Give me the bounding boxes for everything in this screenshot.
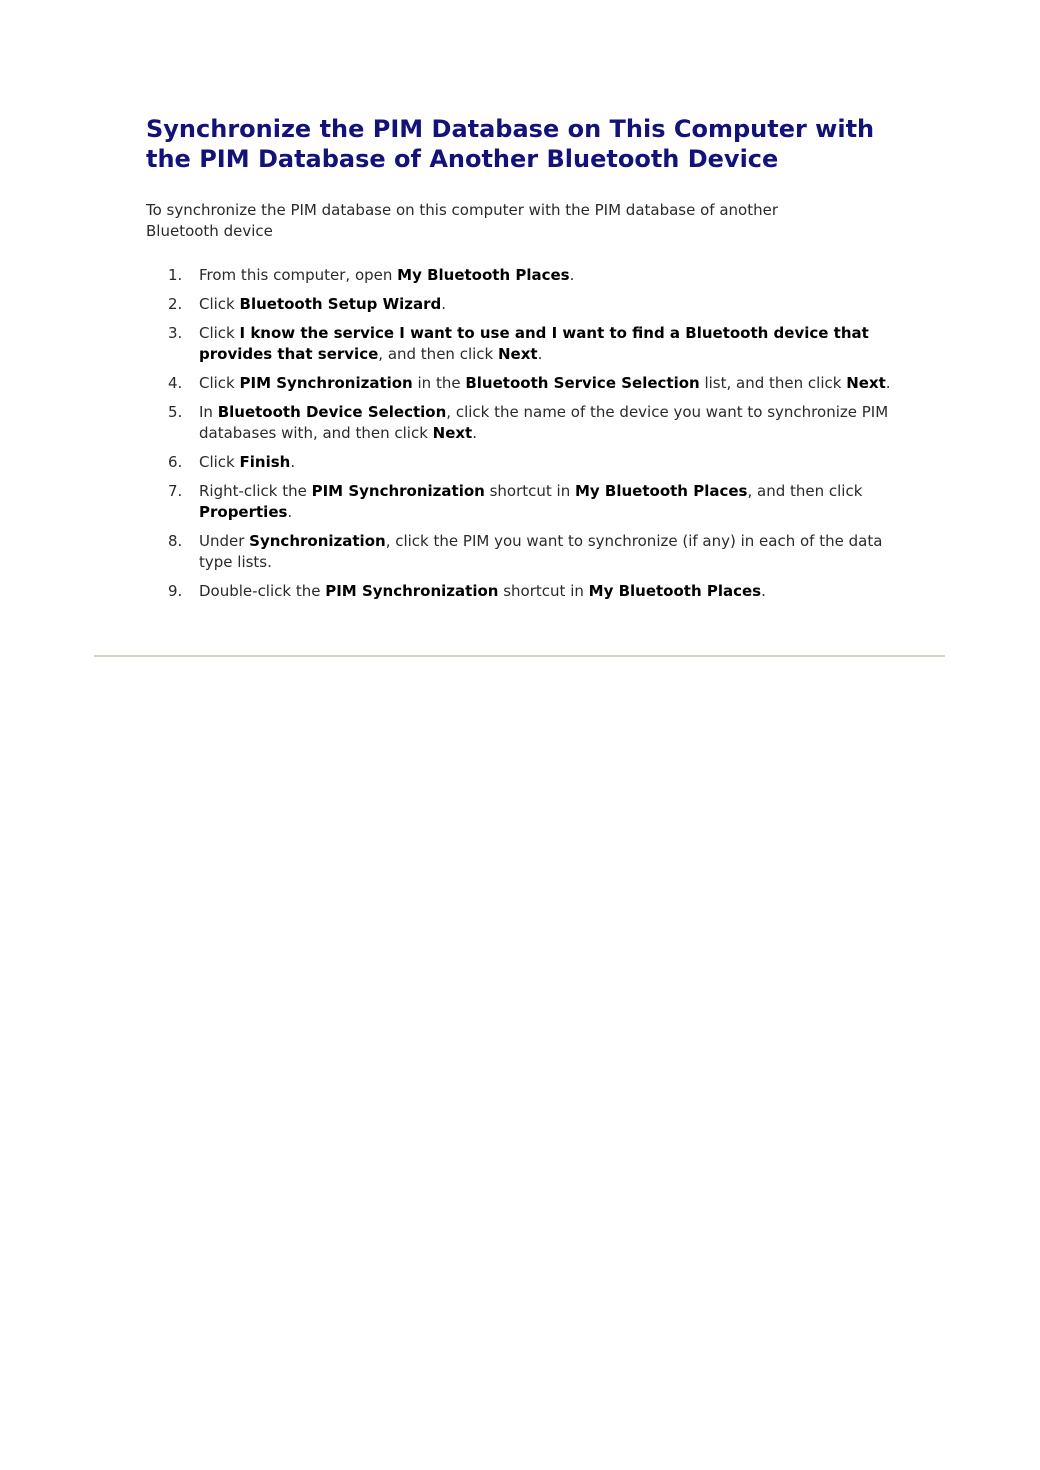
step-text-fragment: . xyxy=(885,374,891,392)
step-text xyxy=(199,403,888,442)
step-number: 2. xyxy=(168,295,183,313)
ui-term: Synchronization xyxy=(249,532,386,550)
step-text-fragment: Right-click the xyxy=(199,482,312,500)
step-text xyxy=(199,266,574,284)
step-number: 9. xyxy=(168,582,183,600)
step-text-fragment: Click xyxy=(199,295,240,313)
step-text-fragment: . xyxy=(287,503,293,521)
step-number: 8. xyxy=(168,532,183,550)
step-text-fragment: . xyxy=(472,424,478,442)
step-text-fragment: Click xyxy=(199,324,240,342)
step-text xyxy=(199,374,891,392)
ui-term: Bluetooth Device Selection xyxy=(217,403,447,421)
step-text xyxy=(199,453,295,471)
step-text-fragment: Double-click the xyxy=(199,582,326,600)
step-number: 3. xyxy=(168,324,183,342)
step-text-fragment: shortcut in xyxy=(498,582,589,600)
list-item xyxy=(160,481,900,523)
step-text-fragment: . xyxy=(290,453,296,471)
ui-term: Bluetooth Setup Wizard xyxy=(239,295,442,313)
ui-term: Bluetooth Service Selection xyxy=(465,374,700,392)
ui-term: My Bluetooth Places xyxy=(588,582,762,600)
list-item xyxy=(160,531,900,573)
list-item xyxy=(160,323,900,365)
step-text-fragment: . xyxy=(537,345,543,363)
list-item xyxy=(160,294,900,315)
step-text xyxy=(199,295,446,313)
step-text-fragment: list, and then click xyxy=(699,374,847,392)
step-number: 7. xyxy=(168,482,183,500)
ui-term: Properties xyxy=(199,503,288,521)
ui-term: PIM Synchronization xyxy=(311,482,485,500)
step-text-fragment: , click the name of the device you want to synchronize PIM databases with, and then click xyxy=(199,403,889,442)
list-item xyxy=(160,373,900,394)
step-text-fragment: shortcut in xyxy=(484,482,575,500)
step-number: 6. xyxy=(168,453,183,471)
ui-term: PIM Synchronization xyxy=(239,374,413,392)
ui-term: Next xyxy=(846,374,886,392)
step-text-fragment: Under xyxy=(199,532,250,550)
step-text-fragment: Click xyxy=(199,453,240,471)
horizontal-divider xyxy=(94,655,945,657)
step-text xyxy=(199,532,882,571)
step-text-fragment: Click xyxy=(199,374,240,392)
step-text-fragment: . xyxy=(569,266,575,284)
ui-term: Finish xyxy=(239,453,291,471)
step-text-fragment: , and then click xyxy=(747,482,863,500)
step-text xyxy=(199,582,766,600)
list-item xyxy=(160,402,900,444)
step-number: 1. xyxy=(168,266,183,284)
step-number: 5. xyxy=(168,403,183,421)
list-item xyxy=(160,265,900,286)
step-number: 4. xyxy=(168,374,183,392)
step-text-fragment: in the xyxy=(412,374,466,392)
ui-term: I know the service I want to use and I want to find a Bluetooth device that provides that service xyxy=(199,324,869,363)
step-text xyxy=(199,324,869,363)
page-title: Synchronize the PIM Database on This Computer with the PIM Database of Another Bluetooth Device xyxy=(146,115,875,173)
ui-term: Next xyxy=(432,424,473,442)
step-text-fragment: In xyxy=(199,403,218,421)
step-text-fragment: , and then click xyxy=(378,345,498,363)
list-item xyxy=(160,581,900,602)
ui-term: My Bluetooth Places xyxy=(575,482,748,500)
ui-term: PIM Synchronization xyxy=(325,582,499,600)
ui-term: My Bluetooth Places xyxy=(397,266,570,284)
steps-list xyxy=(160,265,900,610)
ui-term: Next xyxy=(497,345,538,363)
step-text-fragment: , click the PIM you want to synchronize (if any) in each of the data type lists. xyxy=(199,532,883,571)
step-text-fragment: . xyxy=(761,582,766,600)
list-item xyxy=(160,452,900,473)
step-text-fragment: From this computer, open xyxy=(199,266,398,284)
step-text-fragment: . xyxy=(441,295,447,313)
intro-paragraph: To synchronize the PIM database on this computer with the PIM database of another Bluetooth device xyxy=(146,201,778,240)
step-text xyxy=(199,482,862,521)
